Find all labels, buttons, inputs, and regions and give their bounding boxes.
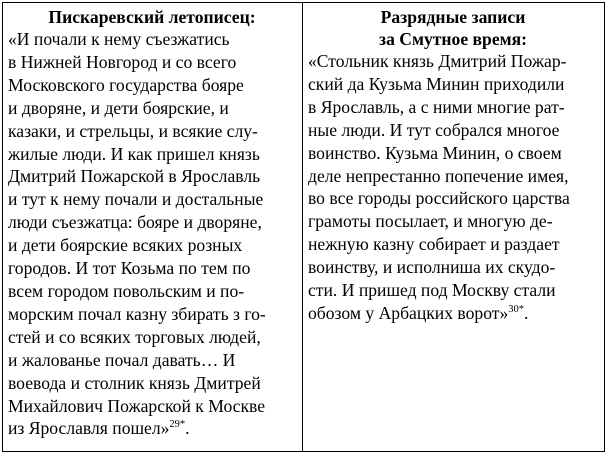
text-line-content: обозом у Арбацких ворот» — [308, 302, 509, 323]
trailing-period: . — [185, 418, 190, 439]
text-line: ные люди. И тут собрался многое — [308, 119, 560, 140]
footnote-marker: 29* — [169, 419, 186, 431]
right-column-cell — [303, 3, 605, 452]
text-line: и жалованье почал давать… И — [8, 349, 236, 370]
left-column-heading: Пискаревский летописец: — [48, 7, 256, 27]
text-line: воинству, и исполниша их скудо- — [308, 257, 556, 278]
text-line: «Стольник князь Дмитрий Пожар- — [308, 51, 567, 71]
text-line: Московского государства бояре — [8, 74, 244, 95]
text-line: грамоты посылает, и многую де- — [308, 211, 553, 232]
text-line: люди съезжатца: бояре и дворяне, — [8, 212, 262, 233]
left-column-cell — [3, 3, 303, 452]
text-line: воинство. Кузьма Минин, о своем — [308, 142, 562, 163]
text-line: всем городом повольским и по- — [8, 280, 245, 301]
text-line: Дмитрий Пожарской в Ярославль — [8, 166, 261, 187]
text-line-last — [8, 417, 296, 440]
text-line: Михайлович Пожарской к Москве — [8, 395, 266, 416]
table-row — [3, 3, 605, 452]
text-line: во все городы российского царства — [308, 188, 570, 209]
text-line: и тут к нему почали и достальные — [8, 189, 264, 210]
text-line: ский да Кузьма Минин приходили — [308, 73, 565, 94]
text-line: деле непрестанно попечение имея, — [308, 165, 569, 186]
text-line-last — [308, 302, 598, 325]
right-column-text — [308, 50, 598, 325]
text-line: воевода и столник князь Дмитрей — [8, 372, 261, 393]
text-line: морским почал казну збирать з го- — [8, 303, 266, 324]
text-line: нежную казну собирает и раздает — [308, 234, 560, 255]
footnote-marker: 30* — [508, 304, 524, 316]
text-line: стей и со всяких торговых людей, — [8, 326, 261, 347]
text-line: и дети боярские всяких розных — [8, 235, 243, 256]
right-column-heading-line2: за Смутное время: — [379, 29, 527, 49]
text-line: в Ярославль, а с ними многие рат- — [308, 96, 565, 117]
text-line: «И почали к нему съезжатись — [8, 29, 230, 49]
text-line: жилые люди. И как пришел князь — [8, 143, 260, 164]
right-column-heading-line1: Разрядные записи — [380, 7, 526, 27]
text-line-content: из Ярославля пошел» — [8, 418, 170, 439]
text-line: сти. И пришед под Москву стали — [308, 280, 556, 301]
trailing-period: . — [524, 302, 529, 323]
text-line: казаки, и стрельцы, и всякие слу- — [8, 120, 258, 141]
left-column-text — [8, 28, 296, 440]
text-line: и дворяне, и дети боярские, и — [8, 97, 229, 118]
comparison-table — [2, 2, 605, 452]
text-line: в Нижней Новгород и со всего — [8, 51, 237, 72]
text-line: городов. И тот Козьма по тем по — [8, 258, 251, 279]
